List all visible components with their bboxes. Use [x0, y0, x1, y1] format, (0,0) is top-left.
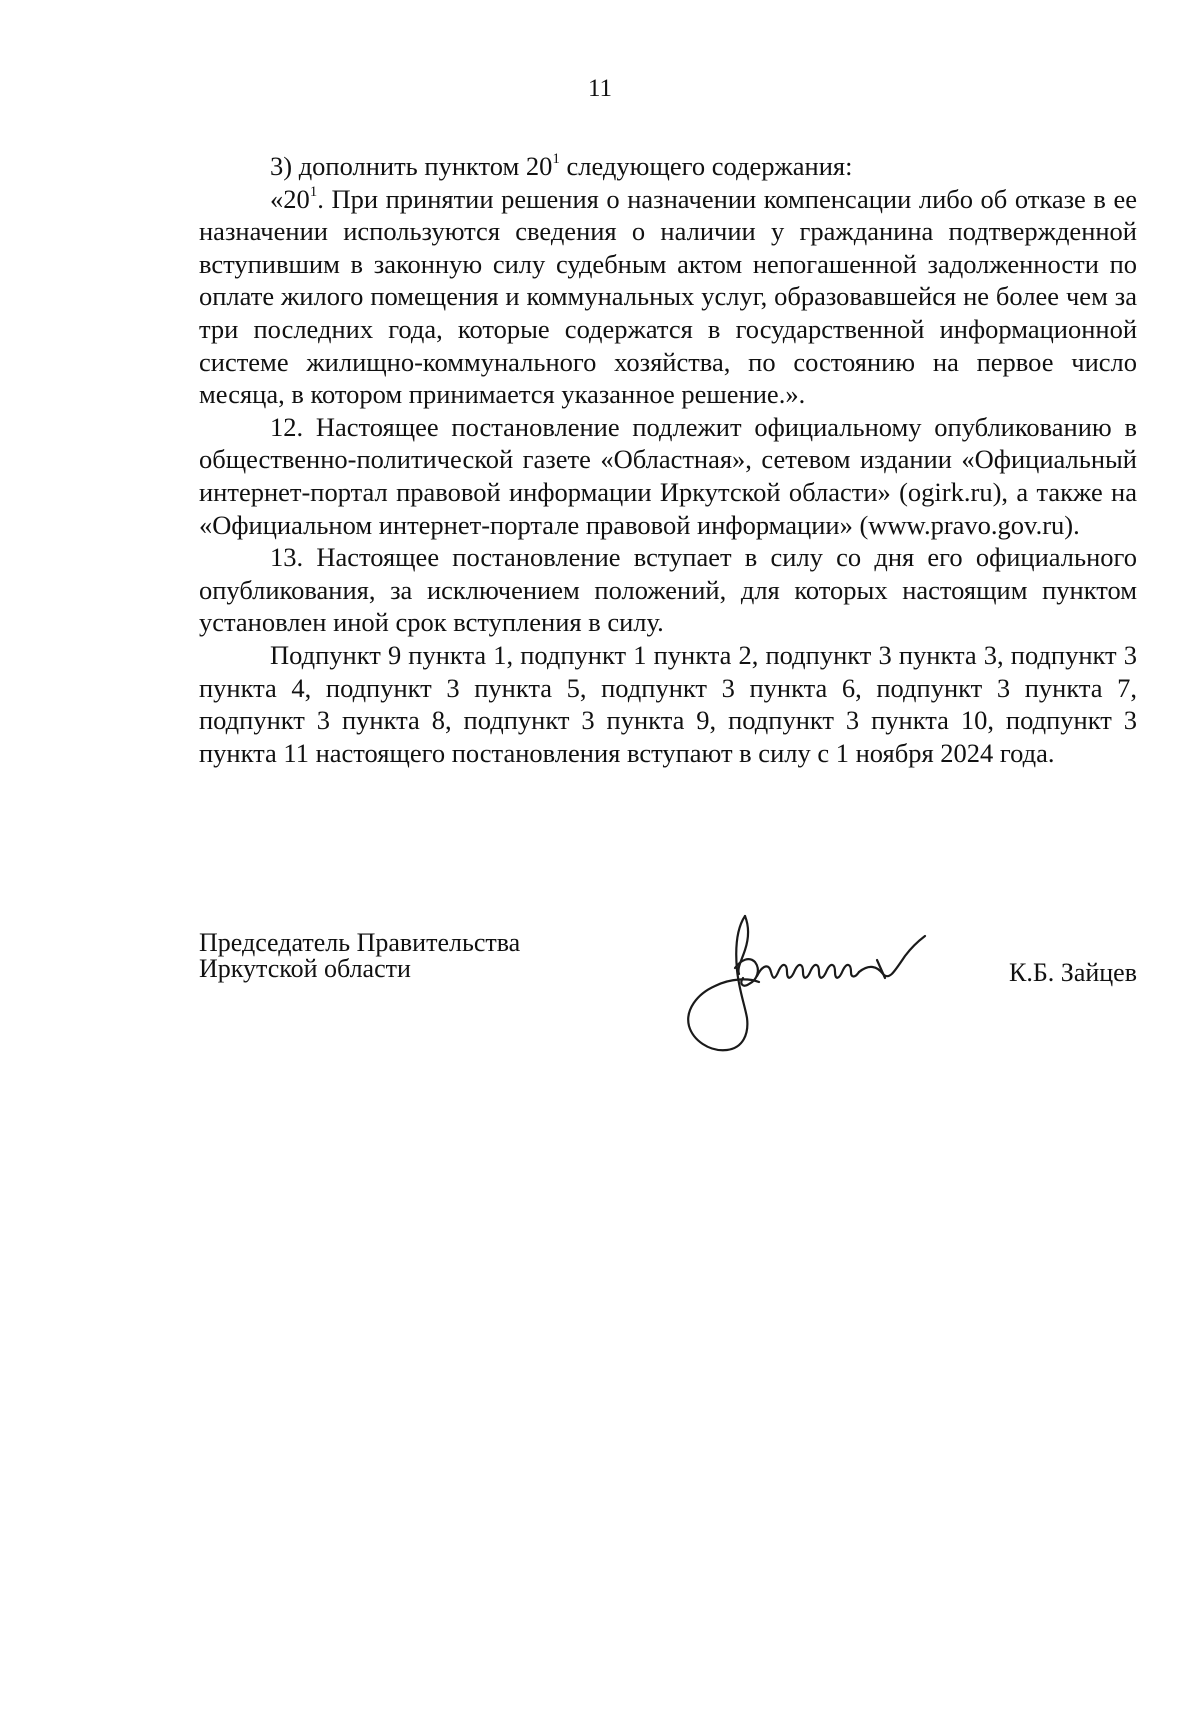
signature-block [199, 930, 1137, 1080]
paragraph-point-20-1 [199, 183, 1137, 411]
signer-position [199, 930, 520, 982]
paragraph-item-3-amendment [199, 150, 1137, 183]
paragraph-subpoints-effective-date: Подпункт 9 пункта 1, подпункт 1 пункта 2, подпункт 3 пункта 3, подпункт 3 пункта 4, подпункт 3 пункта 5, подпункт 3 пункта 6, подпункт 3 пункта 7, подпункт 3 пункта 8, подпункт 3 пункта 9, подпункт 3 пункта 10, подпункт 3 пункта 11 настоящего постановления вступают в силу с 1 ноября 2024 года. [199, 639, 1137, 768]
paragraph-point-13: 13. Настоящее постановление вступает в силу со дня его официального опубликования, за исключением положений, для которых настоящим пунктом установлен иной срок вступления в силу. [199, 542, 1137, 638]
signer-position-line: Иркутской области [199, 954, 411, 983]
superscript-index: 1 [552, 151, 560, 168]
signer-position-line: Председатель Правительства [199, 928, 521, 957]
paragraph-text: . При принятии решения о назначении компенсации либо об отказе в ее назначении используются сведения о наличии у гражданина подтвержденной вступившим в законную силу судебным актом непогашенной задолженности по оплате жилого помещения и коммунальных услуг, образовавшейся не более чем за три последних года, которые содержатся в государственной информационной системе жилищно-коммунального хозяйства, по состоянию на первое число месяца, в котором принимается указанное решение.». [199, 183, 1137, 410]
paragraph-text: 3) дополнить пунктом 20 [270, 151, 553, 181]
paragraph-text: «20 [270, 183, 310, 214]
superscript-index: 1 [309, 183, 318, 200]
signer-name: К.Б. Зайцев [1009, 958, 1137, 987]
handwritten-signature-image [679, 908, 939, 1058]
paragraph-point-12: 12. Настоящее постановление подлежит официальному опубликованию в общественно-политической газете «Областная», сетевом издании «Официальный интернет-портал правовой информации Иркутской области» (ogirk.ru), а также на «Официальном интернет-портале правовой информации» (www.pravo.gov.ru). [199, 411, 1137, 540]
page-number: 11 [587, 75, 613, 102]
document-body [199, 150, 1137, 769]
paragraph-text: следующего содержания: [559, 151, 853, 181]
